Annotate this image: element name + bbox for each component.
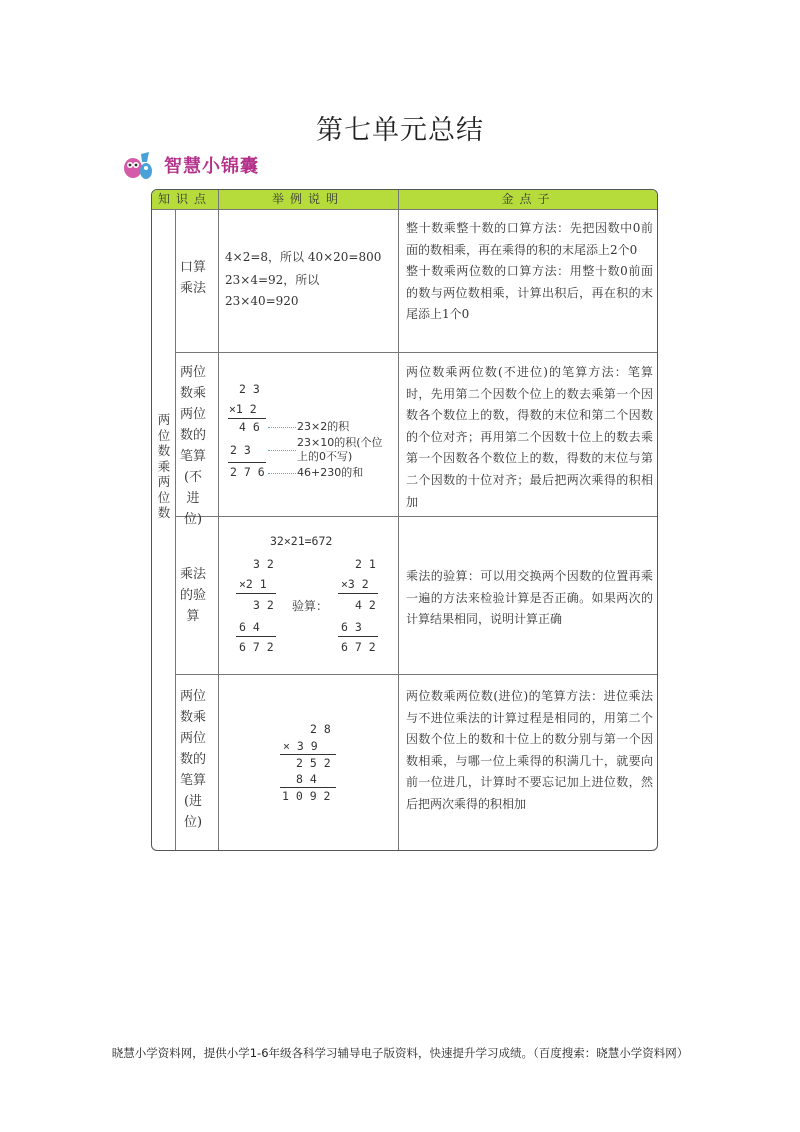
calc-line: 3 2	[253, 598, 274, 612]
topic-written-no-carry: 两位数乘两位数的笔算(不进位)	[180, 365, 207, 527]
calc-line: 6 4	[239, 620, 260, 634]
calc-line: 1 0 9 2	[282, 789, 331, 803]
calc-note: 23×10的积(个位上的0不写)	[297, 436, 383, 463]
calc-line: 8 4	[296, 772, 317, 786]
tip-written-carry: 两位数乘两位数(进位)的笔算方法：进位乘法与不进位乘法的计算过程是相同的，用第二个因数个位上的数和十位上的数分别与第一个因数相乘，与哪一位上乘得的积满几十，就要向前一位进几，计算时不要忘记加上进位数，然后把两次乘得的积相加	[406, 689, 653, 811]
header-knowledge-point: 知识点	[157, 192, 212, 206]
table-header	[152, 190, 657, 210]
calc-line: 2 5 2	[296, 756, 331, 770]
calc-line: × 3 9	[283, 739, 318, 753]
calc-line: 2 1	[355, 557, 376, 571]
calc-line: 3 2	[253, 557, 274, 571]
tip-written-no-carry: 两位数乘两位数(不进位)的笔算方法：笔算时，先用第二个因数个位上的数去乘第一个因数各个数位上的数，得数的末位和第二个因数的个位对齐；再用第二个因数十位上的数去乘第一个因数各个数位上的数，得数的末位与第二个因数的十位对齐；最后把两次乘得的积相加	[406, 365, 653, 509]
tip-oral-multiplication: 整十数乘整十数的口算方法：先把因数中0前面的数相乘，再在乘得的积的末尾添上2个0 整十数乘两位数的口算方法：用整十数0前面的数与两位数相乘，计算出积后，再在积的末尾添上1个0	[406, 221, 653, 322]
section-title: 智慧小锦囊	[164, 156, 259, 177]
example-oral-2: 23×4=92，所以 23×40=920	[225, 273, 320, 308]
calc-line: 2 8	[310, 722, 331, 736]
topic-written-carry: 两位数乘两位数的笔算(进位)	[180, 689, 207, 830]
header-example: 举例说明	[271, 192, 344, 206]
calc-line: ×1 2	[229, 402, 257, 416]
page-title: 第七单元总结	[316, 115, 484, 146]
verify-label: 验算：	[292, 599, 329, 613]
calc-line: 6 7 2	[341, 640, 376, 654]
calc-line: 6 7 2	[239, 640, 274, 654]
calc-line: 4 2	[355, 598, 376, 612]
tip-verification: 乘法的验算：可以用交换两个因数的位置再乘一遍的方法来检验计算是否正确。如果两次的计算结果相同，说明计算正确	[406, 569, 653, 627]
page-footer: 晓慧小学资料网，提供小学1-6年级各科学习辅导电子版资料，快速提升学习成绩。（百度搜索：晓慧小学资料网）	[111, 1046, 689, 1060]
calc-line: 2 7 6	[230, 465, 265, 479]
calc-line: ×2 1	[239, 577, 267, 591]
knowledge-table	[151, 189, 658, 851]
calc-note: 46+230的和	[297, 466, 364, 479]
calc-line: ×3 2	[341, 577, 369, 591]
header-golden-tip: 金点子	[501, 192, 556, 206]
example-oral-1: 4×2=8，所以 40×20=800	[225, 250, 382, 264]
calc-line: 2 3	[239, 382, 260, 396]
topic-oral-multiplication: 口算乘法	[180, 260, 207, 296]
calc-line: 2 3	[230, 443, 251, 457]
calc-note: 23×2的积	[297, 420, 350, 433]
calc-line: 6 3	[341, 620, 362, 634]
calc-line: 4 6	[239, 420, 260, 434]
owl-mascot-icon	[122, 150, 154, 180]
verify-equation: 32×21=672	[270, 534, 333, 548]
group-label: 两位数乘两位数	[157, 412, 171, 520]
topic-verification: 乘法的验算	[180, 567, 207, 624]
